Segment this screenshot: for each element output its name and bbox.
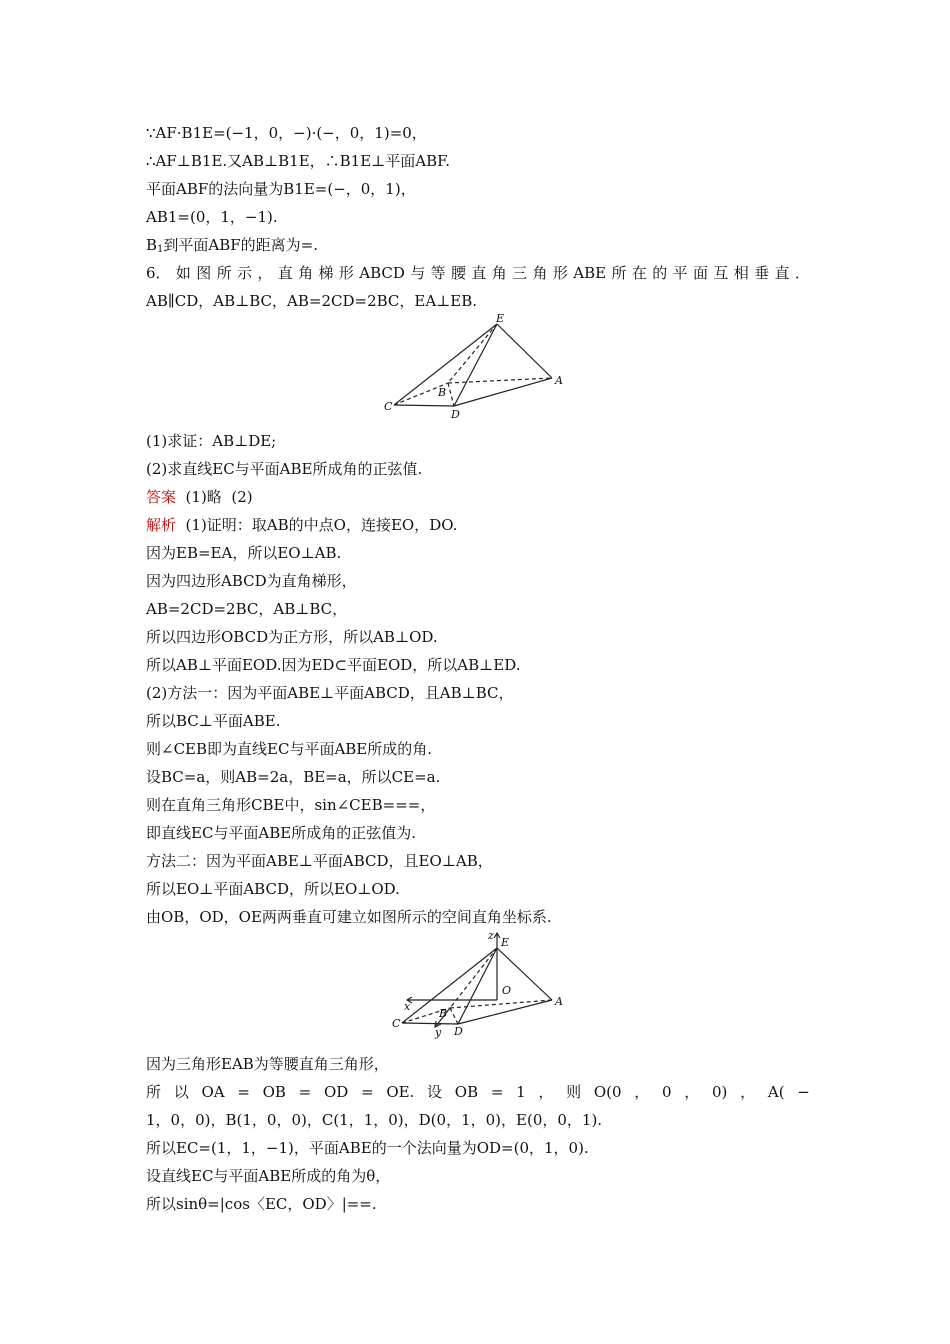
text-line: 所以EC=(1，1，−1)，平面ABE的一个法向量为OD=(0，1，0). (146, 1139, 589, 1157)
text-line: 设BC=a，则AB=2a，BE=a，所以CE=a. (146, 768, 441, 786)
edge-eb (448, 324, 497, 383)
label-e: E (501, 936, 510, 949)
text-token: ， (740, 1083, 756, 1101)
label-o: O (502, 984, 512, 997)
text-line: 所以BC⊥平面ABE. (146, 712, 281, 730)
text-token: OD (323, 1083, 349, 1101)
text-line: 因为EB=EA，所以EO⊥AB. (146, 544, 342, 562)
text-token: 等 (430, 264, 446, 282)
edge-cd (402, 1023, 458, 1024)
text-token: 平 (672, 264, 688, 282)
text-line: 所以AB⊥平面EOD.因为ED⊂平面EOD，所以AB⊥ED. (146, 656, 521, 674)
text-line (146, 235, 318, 260)
text-token: 则 (566, 1083, 582, 1101)
label-d: D (454, 1025, 463, 1038)
text-token: OB (454, 1083, 479, 1101)
text-line: 因为三角形EAB为等腰直角三角形， (146, 1055, 389, 1073)
edge-ea (497, 324, 552, 378)
text-line: ∵AF·B1E=(−1，0，−)·(−，0，1)=0， (146, 124, 427, 142)
solution-label: 解析 (146, 516, 177, 534)
text-token: 0 (662, 1083, 672, 1101)
text-token: 0) (712, 1083, 728, 1101)
text-token: 垂 (754, 264, 770, 282)
edge-ed (458, 948, 497, 1024)
text-token: 腰 (451, 264, 467, 282)
text-token: 图 (196, 264, 212, 282)
label-x: x (404, 1000, 411, 1013)
text-token: ． (794, 264, 810, 282)
label-a: A (555, 374, 563, 387)
label-e: E (496, 312, 505, 325)
text-token: 三 (512, 264, 528, 282)
edge-ec (402, 948, 497, 1023)
text-token: 所 (216, 264, 232, 282)
text-line: 则在直角三角形CBE中，sin∠CEB===， (146, 796, 436, 814)
text-token: 直 (471, 264, 487, 282)
text-line: 平面ABF的法向量为B1E=(−，0，1)， (146, 180, 416, 198)
text-line: (1)求证：AB⊥DE; (146, 432, 277, 450)
text-token: ABE (573, 264, 607, 282)
text-line: 所以sinθ=|cos〈EC，OD〉|==. (146, 1195, 377, 1213)
trapezoid-pyramid-figure (380, 312, 570, 422)
label-a: A (555, 995, 563, 1008)
text-line: AB1=(0，1，−1). (146, 208, 278, 226)
text-token: 示 (237, 264, 253, 282)
label-b: B (439, 1007, 448, 1020)
text-token: = (490, 1083, 504, 1101)
label-z: z (488, 929, 494, 942)
coordinates-line-1 (146, 1082, 810, 1102)
text-line: AB=2CD=2BC，AB⊥BC， (146, 600, 348, 618)
text-token: ， (257, 264, 273, 282)
label-y: y (435, 1026, 442, 1039)
text-token: OA (201, 1083, 225, 1101)
text-token: 所 (146, 1083, 162, 1101)
text-segment: 到平面ABF的距离为=. (163, 236, 319, 254)
text-token: 互 (713, 264, 729, 282)
text-token: 直 (277, 264, 293, 282)
text-token: 直 (774, 264, 790, 282)
answer-text: (1)略 (2) (176, 488, 253, 506)
text-token: = (237, 1083, 250, 1101)
solution-text: (1)证明：取AB的中点O，连接EO，DO. (176, 516, 458, 534)
text-token: ， (538, 1083, 554, 1101)
text-line: (2)方法一：因为平面ABE⊥平面ABCD，且AB⊥BC， (146, 684, 514, 702)
text-token: ABCD (359, 264, 405, 282)
text-token: 角 (532, 264, 548, 282)
text-token: = (298, 1083, 312, 1101)
text-token: 在 (631, 264, 647, 282)
text-token: 与 (410, 264, 426, 282)
text-token: 角 (298, 264, 314, 282)
text-token: 6． (146, 264, 171, 282)
edge-cd (394, 405, 454, 406)
text-token: = (361, 1083, 374, 1101)
label-c: C (384, 400, 393, 413)
edge-bd (450, 1008, 458, 1024)
text-segment: B (146, 236, 158, 254)
text-token: 所 (611, 264, 627, 282)
text-token: OE. (386, 1083, 415, 1101)
text-line: 设直线EC与平面ABE所成的角为θ， (146, 1167, 391, 1185)
text-token: OB (262, 1083, 286, 1101)
text-line: 1，0，0)，B(1，0，0)，C(1，1，0)，D(0，1，0)，E(0，0，1). (146, 1111, 603, 1129)
question-6-line-1 (146, 263, 810, 283)
text-token: 以 (173, 1083, 189, 1101)
text-token: 1 (516, 1083, 526, 1101)
text-token: 的 (652, 264, 668, 282)
text-line: 因为四边形ABCD为直角梯形， (146, 572, 357, 590)
edge-da (458, 1000, 552, 1024)
text-token: 形 (338, 264, 354, 282)
text-token: 形 (552, 264, 568, 282)
edge-da (454, 378, 552, 406)
text-token: 梯 (318, 264, 334, 282)
text-token: 如 (175, 264, 191, 282)
text-token: A( (767, 1083, 785, 1101)
answer-label: 答案 (146, 488, 177, 506)
text-line: (2)求直线EC与平面ABE所成角的正弦值. (146, 460, 423, 478)
text-token: ， (634, 1083, 650, 1101)
question-6-line-2: AB∥CD，AB⊥BC，AB=2CD=2BC，EA⊥EB. (146, 292, 478, 310)
edge-ed (454, 324, 497, 406)
label-b: B (438, 386, 447, 399)
text-token: 角 (491, 264, 507, 282)
answer-line (146, 487, 253, 507)
text-token: − (797, 1083, 810, 1101)
text-token: O(0 (593, 1083, 622, 1101)
text-line: 方法二：因为平面ABE⊥平面ABCD，且EO⊥AB， (146, 852, 493, 870)
solution-line (146, 515, 457, 535)
text-line: 则∠CEB即为直线EC与平面ABE所成的角. (146, 740, 433, 758)
text-token: 设 (427, 1083, 443, 1101)
text-line: ∴AF⊥B1E.又AB⊥B1E，∴B1E⊥平面ABF. (146, 152, 450, 170)
subscript: 1 (157, 244, 164, 255)
text-token: 相 (733, 264, 749, 282)
text-token: 面 (692, 264, 708, 282)
edge-eb (450, 948, 497, 1008)
text-line: 所以EO⊥平面ABCD，所以EO⊥OD. (146, 880, 400, 898)
coordinate-system-figure (390, 928, 570, 1040)
label-c: C (392, 1017, 401, 1030)
edge-bd (448, 383, 454, 406)
text-line: 即直线EC与平面ABE所成角的正弦值为. (146, 824, 417, 842)
text-line: 所以四边形OBCD为正方形，所以AB⊥OD. (146, 628, 438, 646)
text-token: ， (684, 1083, 700, 1101)
text-line: 由OB，OD，OE两两垂直可建立如图所示的空间直角坐标系. (146, 908, 552, 926)
label-d: D (451, 408, 460, 421)
